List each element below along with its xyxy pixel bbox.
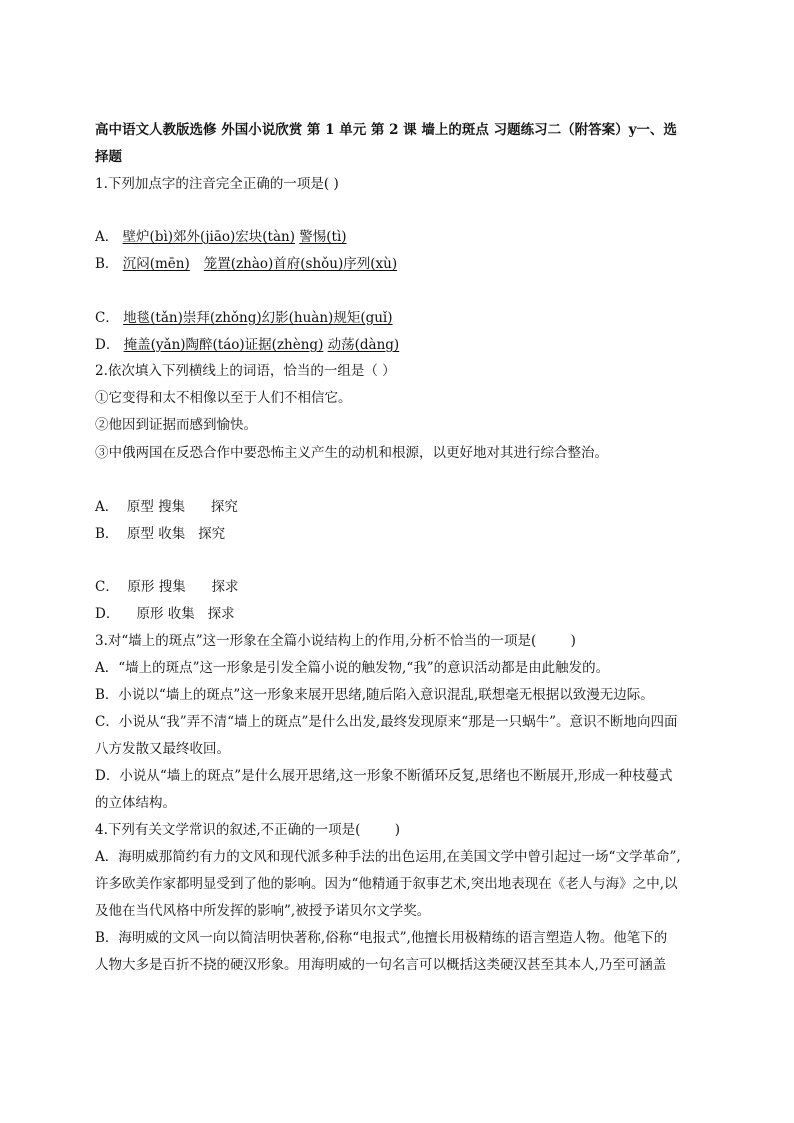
q2-sentence-1: ①它变得和太不相像以至于人们不相信它。	[95, 390, 352, 406]
q2-option-c: C． 原形 搜集 探求	[95, 579, 239, 595]
q4-option-b-line-2: 人物大多是百折不挠的硬汉形象。用海明威的一句名言可以概括这类硬汉甚至其本人,乃至可涵盖	[95, 957, 667, 973]
q4-option-a-line-3: 及他在当代风格中所发挥的影响”,被授予诺贝尔文学奖。	[95, 903, 431, 919]
option-label: D．	[95, 337, 120, 353]
q1-option-d	[95, 335, 399, 355]
title-line-2	[95, 147, 122, 167]
q1-c-item-3: 幻影(huàn)	[261, 310, 334, 326]
q3-option-c-line-2: 八方发散又最终收回。	[95, 741, 230, 757]
q3-option-d-line-1: D．小说从“墙上的斑点”是什么展开思绪,这一形象不断循环反复,思绪也不断展开,形成一种枝蔓式	[95, 768, 673, 784]
q1-option-a	[95, 227, 347, 247]
q1-a-item-3: 宏块(tàn)	[235, 229, 295, 245]
q4-option-a-line-1: A．海明威那简约有力的文风和现代派多种手法的出色运用,在美国文学中曾引起过一场“文学革命”,	[95, 849, 681, 865]
title-text-2: 择题	[95, 149, 122, 165]
option-label: A．	[95, 229, 119, 245]
q1-a-item-4: 警惕(tì)	[299, 229, 347, 245]
q1-option-b	[95, 254, 397, 274]
title-text-1: 高中语文人教版选修 外国小说欣赏 第 1 单元 第 2 课 墙上的斑点 习题练习二（附答案）y一、选	[95, 122, 677, 138]
q2-option-a: A． 原型 搜集 探究	[95, 499, 238, 515]
q4-option-b-line-1: B．海明威的文风一向以简洁明快著称,俗称“电报式”,他擅长用极精练的语言塑造人物。他笔下的	[95, 930, 668, 946]
q1-b-item-4: 序列(xù)	[343, 256, 398, 272]
q1-b-item-3: 首府(shǒu)	[273, 256, 344, 272]
title-line-1	[95, 120, 677, 140]
q1-d-item-2: 陶醉(táo)	[185, 337, 245, 353]
q3-option-c-line-1: C．小说从“我”弄不清“墙上的斑点”是什么出发,最终发现原来“那是一只蜗牛”。意识不断地向四面	[95, 714, 678, 730]
option-label: C．	[95, 310, 119, 326]
q3-stem: 3.对“墙上的斑点”这一形象在全篇小说结构上的作用,分析不恰当的一项是( )	[95, 633, 576, 649]
q1-d-item-4: 动荡(dàng)	[327, 337, 400, 353]
option-label: B．	[95, 256, 119, 272]
q4-option-a-line-2: 许多欧美作家都明显受到了他的影响。因为“他精通于叙事艺术,突出地表现在《老人与海》之中,以	[95, 876, 678, 892]
q2-sentence-2: ②他因到证据而感到愉快。	[95, 417, 257, 433]
q1-a-item-1: 壁炉(bì)	[122, 229, 174, 245]
q2-stem: 2.依次填入下列横线上的词语，恰当的一组是（ ）	[95, 363, 396, 379]
q1-d-item-1: 掩盖(yǎn)	[123, 337, 186, 353]
q2-option-b: B． 原型 收集 探究	[95, 526, 226, 542]
q3-option-a: A．“墙上的斑点”这一形象是引发全篇小说的触发物,“我”的意识活动都是由此触发的。	[95, 660, 610, 676]
q1-option-c	[95, 308, 393, 328]
q4-stem: 4.下列有关文学常识的叙述,不正确的一项是( )	[95, 822, 401, 838]
q1-a-item-2: 郊外(jiāo)	[173, 229, 236, 245]
q1-stem: 1.下列加点字的注音完全正确的一项是( )	[95, 176, 339, 192]
q1-c-item-4: 规矩(guǐ)	[333, 310, 393, 326]
q1-c-item-1: 地毯(tǎn)	[123, 310, 183, 326]
q2-sentence-3: ③中俄两国在反恐合作中要恐怖主义产生的动机和根源，以更好地对其进行综合整治。	[95, 445, 608, 461]
q3-option-d-line-2: 的立体结构。	[95, 795, 176, 811]
q1-d-item-3: 证据(zhèng)	[244, 337, 324, 353]
q2-option-d: D． 原形 收集 探求	[95, 606, 235, 622]
q1-b-item-2: 笼置(zhào)	[203, 256, 274, 272]
q1-b-item-1: 沉闷(mēn)	[122, 256, 190, 272]
q3-option-b: B．小说以“墙上的斑点”这一形象来展开思绪,随后陷入意识混乱,联想毫无根据以致漫无边际。	[95, 687, 654, 703]
q1-c-item-2: 崇拜(zhǒng)	[182, 310, 262, 326]
